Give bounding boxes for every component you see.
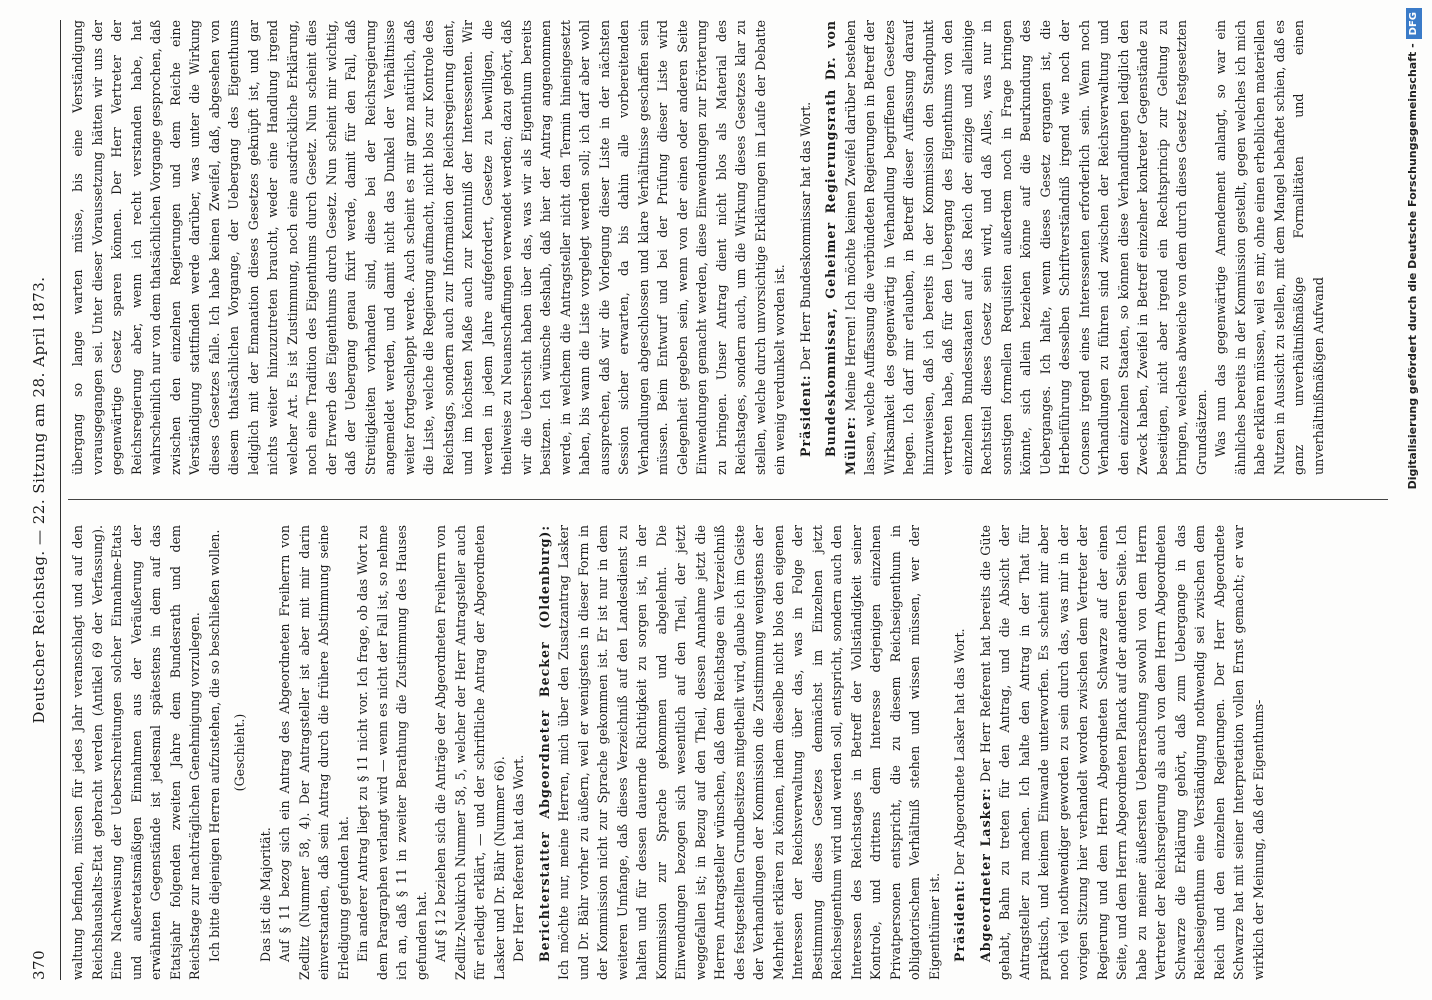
digitization-credit [1402,8,1424,992]
speech-text: Meine Herren! Ich möchte keinen Zweifel darüber bestehen lassen, welche Auffassung die verbündeten Regierungen in Betreff der Wirksamkeit des gegenwärtig in Verhandlung begriffenen Gesetzes hegen. Ich darf mir erlauben, in Betreff dieser Auffassung darauf hinzuweisen, daß ich bereits in der Kommission den Standpunkt vertreten habe, daß für den Uebergang des Eigenthums von den einzelnen Bundesstaaten auf das Reich der einzige und alleinige Rechtstitel dieses Gesetz sein wird, und daß Alles, was nur in sonstigen formellen Requisiten außerdem noch in Frage bringen könnte, sich allein beziehen könne auf die Beurkundung des Ueberganges. Ich halte, wenn dieses Gesetz ergangen ist, die Herbeiführung desselben Schriftverständniß irgend wie noch der Consens irgend eines Interessenten erforderlich sein. Wenn noch Verhandlungen zu führen sind zwischen der Reichsverwaltung und den einzelnen Staaten, so können diese Verhandlungen lediglich den Zweck haben, Zweifel in Betreff einzelner konkreter Gegenstände zu beseitigen, nicht aber irgend ein Rechtsprincip zur Geltung zu bringen, welches abweiche von dem durch dieses Gesetz festgesetzten Grundsätzen. [842,20,1209,475]
rotated-page-content [20,20,1400,980]
speech [976,525,1269,980]
speech-text: Ich möchte nur, meine Herren, mich über den Zusatzantrag Lasker und Dr. Bähr vorher zu äußern, weil er wenigstens in dieser Form in der Kommission nicht zur Sprache gekommen ist. Er ist nur in dem weiteren Umfange, daß dieses Verzeichniß auf den Landesdienst zu halten und für dessen dauernde Richtigkeit zu sorgen ist, in der Kommission zur Sprache gekommen und abgelehnt. Die Einwendungen bezogen sich wesentlich auf den Theil, der jetzt weggefallen ist; in Bezug auf den Theil, dessen Annahme jetzt die Herren Antragsteller wünschen, daß dem Reichstage ein Verzeichniß des festgestellten Grundbesitzes mitgetheilt wird, glaube ich im Geiste der Verhandlungen der Kommission die Zustimmung wenigstens der Mehrheit erklären zu können, indem dieselbe nicht blos den eigenen Interessen der Reichsverwaltung über das, was in Folge der Bestimmung dieses Gesetzes demnächst im Einzelnen jetzt Reichseigenthum wird und werden soll, entspricht, sondern auch den Interessen des Reichstages in Betreff der Vollständigkeit seiner Kontrole, und drittens dem Interesse derjenigen einzelnen Privatpersonen entspricht, die zu diesem Reichseigenthum in obligatorischem Verhältniß stehen und wissen müssen, wer der Eigenthümer ist. [556,525,942,980]
running-header [20,20,60,980]
speech-text: Der Herr Bundeskommissar hat das Wort. [797,101,813,371]
paragraph: Was nun das gegenwärtige Amendement anlangt, so war ein ähnliches bereits in der Kommission gestellt, gegen welches ich mich habe erklären müssen, weil es mir, ohne einen erheblichen materiellen Nutzen in Aussicht zu stellen, mit dem Mangel behaftet schien, daß es ganz unverhältnißmäßige Formalitäten und einen unverhältnißmäßigen Aufwand [1213,20,1326,475]
paragraph: Auf § 11 bezog sich ein Antrag des Abgeordneten Freiherrn von Zedlitz (Nummer 58, 4). Der Antragsteller ist aber mit mir darin einverstanden, daß sein Antrag durch die frühere Abstimmung seine Erledigung gefunden hat. [277,525,351,980]
right-column [68,20,1388,475]
paragraph: Das ist die Majorität. [257,827,273,962]
stage-direction: (Geschieht.) [232,713,247,792]
dfg-logo-badge: DFG [1406,8,1422,39]
speaker-name: Abgeordneter Lasker: [977,787,993,962]
speech [821,20,1211,475]
speech-text: Der Herr Referent hat bereits die Güte gehabt, Bahn zu treten für den Antrag, und die Absicht der Antragsteller zu machen. Ich halte den Antrag in der That für praktisch, und keinem Einwande unterworfen. Es scheint mir aber noch viel nothwendiger geworden zu sein durch das, was mir in der vorigen Sitzung hier verhandelt worden zwischen dem Vertreter der Regierung und dem Herrn Abgeordneten Schwarze auf der einen Seite, und dem Herrn Abgeordneten Planck auf der anderen Seite. Ich habe zu meiner äußersten Ueberraschung sowohl von dem Herrn Vertreter der Reichsregierung als auch von dem Herrn Abgeordneten Schwarze die Erklärung gehört, daß zum Uebergange in das Reichseigenthum eine Verständigung nothwendig sei zwischen dem Reich und den einzelnen Regierungen. Der Herr Abgeordnete Schwarze hat mit seiner Interpretation vollen Ernst gemacht; er war wirklich der Meinung, daß der Eigenthums- [977,525,1266,980]
paragraph: Der Herr Referent hat das Wort. [511,754,526,962]
speaker-name: Bundeskommissar, Geheimer Regierungsrath Dr. von Müller: [823,20,858,475]
speech-text: Der Abgeordnete Lasker hat das Wort. [952,628,967,876]
column-rule [68,499,1388,500]
paragraph: Ein anderer Antrag liegt zu § 11 nicht vor. Ich frage, ob das Wort zu dem Paragraphen verlangt wird — wenn es nicht der Fall ist, so nehme ich an, daß § 11 in zweiter Berathung die Zustimmung des Hauses gefunden hat. [355,525,429,980]
speaker-name: Präsident: [797,374,813,457]
paragraph: Ich bitte diejenigen Herren aufzustehen, die so beschließen wollen. [206,529,222,962]
speech [950,525,970,980]
paragraph: waltung befinden, müssen für jedes Jahr veranschlagt und auf den Reichshaushalts-Etat gebracht werden (Antikel 69 der Verfassung). Eine Nachweisung der Ueberschreitungen solcher Einnahme-Etats und außeretatsmäßigen Einnahmen aus der Veräußerung der erwähnten Gegenstände ist jedesmal spätestens in dem auf das Etatsjahr folgenden zweiten Jahre dem Bundesrath und dem Reichstage zur nachträglichen Genehmigung vorzulegen. [70,525,202,980]
page-number: 370 [30,949,48,980]
speech [796,20,816,475]
speech [535,525,945,980]
left-column [68,525,1388,980]
paragraph: Auf § 12 beziehen sich die Anträge der Abgeordneten Freiherrn von Zedlitz-Neukirch Nummer 58, 5, welcher der Herr Antragsteller auch für erledigt erklärt, — und der schriftliche Antrag der Abgeordneten Lasker und Dr. Bähr (Nummer 66). [433,525,507,980]
running-title: Deutscher Reichstag. — 22. Sitzung am 28. April 1873. [30,276,48,724]
paragraph: übergang so lange warten müsse, bis eine Verständigung vorausgegangen sei. Unter dieser Voraussetzung hätten wir uns der gegenwärtige Gesetz sparen können. Der Herr Vertreter der Reichsregierung aber, wenn ich recht verstanden habe, hat wahrscheinlich nur von dem thatsächlichen Vorgange gesprochen, daß zwischen den einzelnen Regierungen und dem Reiche eine Verständigung stattfinden werde darüber, was unter die Wirkung dieses Gesetzes falle. Ich habe keinen Zweifel, daß, abgesehen von diesem thatsächlichen Vorgange, der Uebergang des Eigenthums lediglich mit der Emanation dieses Gesetzes geknüpft ist, und gar nichts weiter hinzuzutreten braucht, weder eine Handlung irgend welcher Art. Es ist Zustimmung, noch eine ausdrückliche Erklärung, noch eine Tradition des Eigenthums durch Gesetz. Nun scheint dies der Erwerb des Eigenthums durch Gesetz. Nun scheint mir wichtig, daß der Uebergang genau fixirt werde, damit für den Fall, daß Streitigkeiten vorhanden sind, diese bei der Reichsregierung angemeldet werden, und damit nicht das Dunkel der Verhältnisse weiter fortgeschleppt werde. Auch scheint es mir ganz natürlich, daß die Liste, welche die Regierung aufmacht, nicht blos zur Kontrole des Reichstags, sondern auch zur Information der Reichsregierung dient, und im höchsten Maße auch zur Kenntniß der Interessenten. Wir werden in jedem Jahre aufgefordert, Gesetze zu bewilligen, die theilweise zu Neuanschaffungen verwendet werden; dazu gehört, daß wir die Uebersicht haben über das, was wir als Eigenthum bereits besitzen. Ich wünsche deshalb, daß hier der Antrag angenommen werde, in welchem die Antragsteller nicht den Termin hineingesetzt haben, bis wann die Liste vorgelegt werden soll; ich darf aber wohl aussprechen, daß wir die Vorlegung dieser Liste in der nächsten Session sicher erwarten, da bis dahin alle vorbereitenden Verhandlungen abgeschlossen und klare Verhältnisse geschaffen sein müssen. Beim Entwurf und bei der Prüfung dieser Liste wird Gelegenheit gegeben sein, wenn von der einen oder anderen Seite Einwendungen gemacht werden, diese Einwendungen zur Erörterung zu bringen. Unser Antrag dient nicht blos als Material des Reichstages, sondern auch, um die Wirkung dieses Gesetzes klar zu stellen, welche durch unvorsichtige Erklärungen im Laufe der Debatte ein wenig verdunkelt worden ist. [70,20,787,475]
speaker-name: Präsident: [952,879,967,962]
speaker-name: Berichterstatter Abgeordneter Becker (Oldenburg): [536,525,552,962]
credit-text-rotated [1402,8,1424,992]
credit-text: Digitalisierung gefördert durch die Deutsche Forschungsgemeinschaft - [1406,43,1419,490]
header-rule [60,20,61,980]
